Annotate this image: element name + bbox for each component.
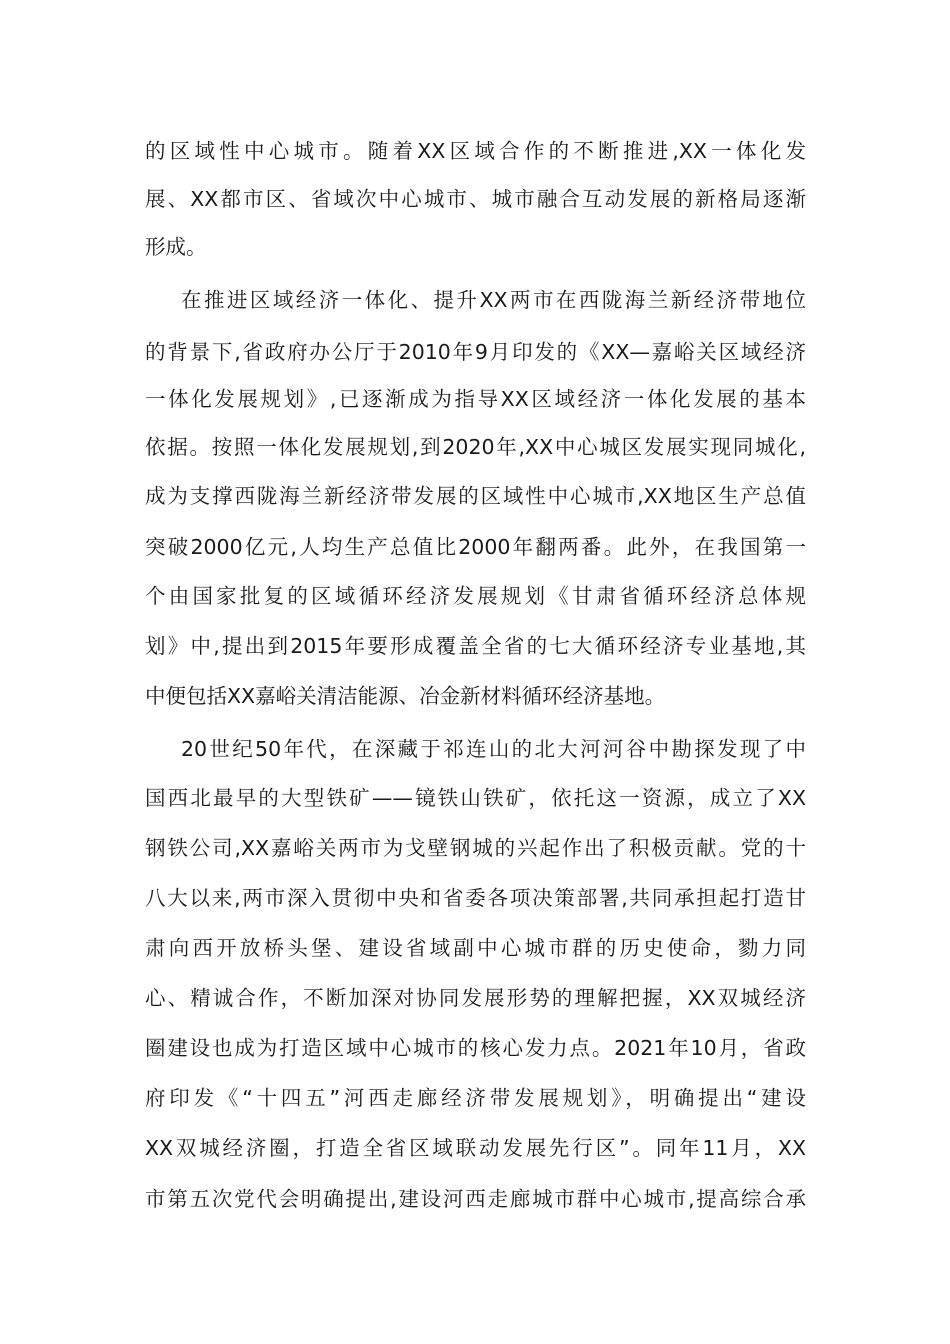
text-line: 的区域性中心城市。随着XX区域合作的不断推进,XX一体化发 xyxy=(145,139,806,163)
text-line: 的背景下,省政府办公厅于2010年9月印发的《XX—嘉峪关区域经济 xyxy=(145,340,806,364)
text-line: 市第五次党代会明确提出,建设河西走廊城市群中心城市,提高综合承 xyxy=(145,1187,806,1211)
text-line: 成为支撑西陇海兰新经济带发展的区域性中心城市,XX地区生产总值 xyxy=(145,484,806,508)
text-line: XX双城经济圈，打造全省区域联动发展先行区”。同年11月，XX xyxy=(145,1136,806,1160)
text-line: 一体化发展规划》,已逐渐成为指导XX区域经济一体化发展的基本 xyxy=(145,387,806,411)
text-line: 府印发《“十四五”河西走廊经济带发展规划》，明确提出“建设 xyxy=(145,1086,806,1110)
text-line: 划》中,提出到2015年要形成覆盖全省的七大循环经济专业基地,其 xyxy=(145,634,806,658)
text-line: 展、XX都市区、省域次中心城市、城市融合互动发展的新格局逐渐 xyxy=(145,187,806,211)
text-line: 八大以来,两市深入贯彻中央和省委各项决策部署,共同承担起打造甘 xyxy=(145,886,806,910)
text-line: 依据。按照一体化发展规划,到2020年,XX中心城区发展实现同城化, xyxy=(145,435,806,459)
text-line: 圈建设也成为打造区域中心城市的核心发力点。2021年10月，省政 xyxy=(145,1036,806,1060)
text-line: 在推进区域经济一体化、提升XX两市在西陇海兰新经济带地位 xyxy=(181,288,806,312)
text-line: 20世纪50年代，在深藏于祁连山的北大河河谷中勘探发现了中 xyxy=(181,737,806,761)
text-line: 心、精诚合作，不断加深对协同发展形势的理解把握，XX双城经济 xyxy=(145,986,806,1010)
text-line: 中便包括XX嘉峪关清洁能源、冶金新材料循环经济基地。 xyxy=(145,684,666,708)
text-line: 突破2000亿元,人均生产总值比2000年翻两番。此外，在我国第一 xyxy=(145,535,806,559)
text-line: 肃向西开放桥头堡、建设省域副中心城市群的历史使命，勠力同 xyxy=(145,936,806,960)
text-line: 国西北最早的大型铁矿——镜铁山铁矿，依托这一资源，成立了XX xyxy=(145,786,806,810)
text-line: 个由国家批复的区域循环经济发展规划《甘肃省循环经济总体规 xyxy=(145,584,806,608)
text-line: 钢铁公司,XX嘉峪关两市为戈壁钢城的兴起作出了积极贡献。党的十 xyxy=(145,836,806,860)
text-line: 形成。 xyxy=(145,235,207,259)
